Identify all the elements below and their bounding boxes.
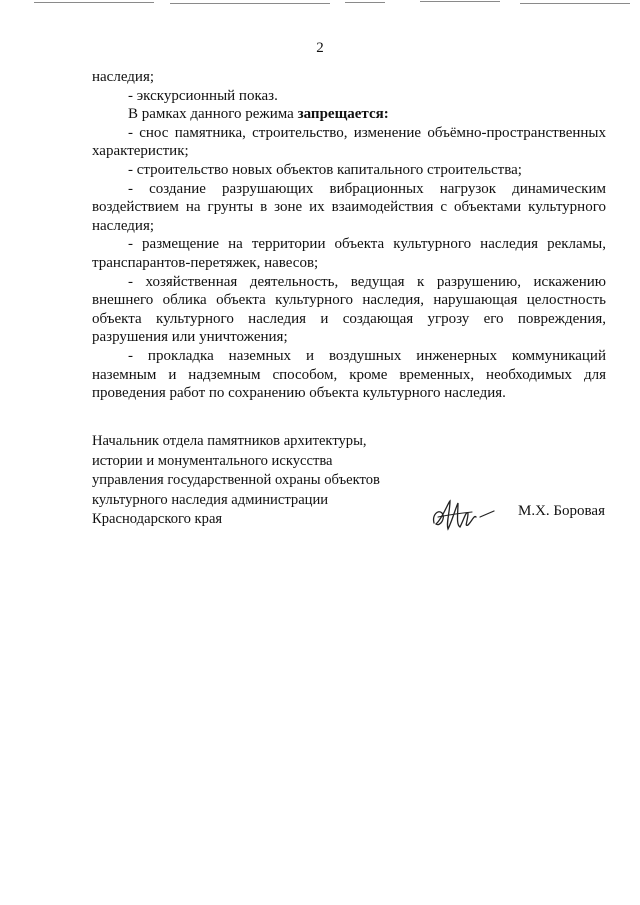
prohibition-intro <box>92 105 606 124</box>
list-item-new-construction: - строительство новых объектов капитального строительства; <box>128 161 522 178</box>
scan-line <box>345 2 385 3</box>
signatory-title-line: Краснодарского края <box>92 511 223 527</box>
signatory-title-line: культурного наследия администрации <box>92 491 329 508</box>
list-item-utilities: - прокладка наземных и воздушных инженерных коммуникаций наземным и надземным способом, кроме временных, необходимых для проведения работ по сохранению объекта культурного наследия. <box>92 347 606 402</box>
prohibition-intro-text: В рамках данного режима <box>128 106 298 123</box>
scan-line <box>420 1 500 2</box>
list-item-excursion: - экскурсионный показ. <box>128 87 278 104</box>
scan-line <box>170 3 330 4</box>
scan-edge-lines <box>0 0 640 6</box>
list-item-economic-activity: - хозяйственная деятельность, ведущая к разрушению, искажению внешнего облика объекта культурного наследия, нарушающая целостность объекта культурного наследия и создающая угрозу его повреждения, разрушения или уничтожения; <box>92 273 606 346</box>
signatory-title-line: Начальник отдела памятников архитектуры, <box>92 433 367 449</box>
list-item-advertising: - размещение на территории объекта культурного наследия рекламы, транспарантов-перетяжек, навесов; <box>92 236 606 271</box>
scan-line <box>520 3 630 4</box>
document-body <box>92 68 606 403</box>
scan-line <box>34 2 154 3</box>
signatory-title-line: управления государственной охраны объектов <box>92 472 380 488</box>
prohibition-keyword: запрещается: <box>297 106 389 123</box>
paragraph-continuation: наследия; <box>92 69 155 85</box>
page-number: 2 <box>316 40 324 56</box>
signatory-title-line: истории и монументального искусства <box>92 452 333 469</box>
handwritten-signature <box>428 493 498 539</box>
list-item-vibration: - создание разрушающих вибрационных нагрузок динамическим воздействием на грунты в зоне их взаимодействия с объектами культурного наследия; <box>92 180 606 234</box>
signer-name: М.Х. Боровая <box>518 503 605 519</box>
signatory-title <box>92 432 422 530</box>
list-item-demolition: - снос памятника, строительство, изменение объёмно-пространственных характеристик; <box>92 124 606 160</box>
